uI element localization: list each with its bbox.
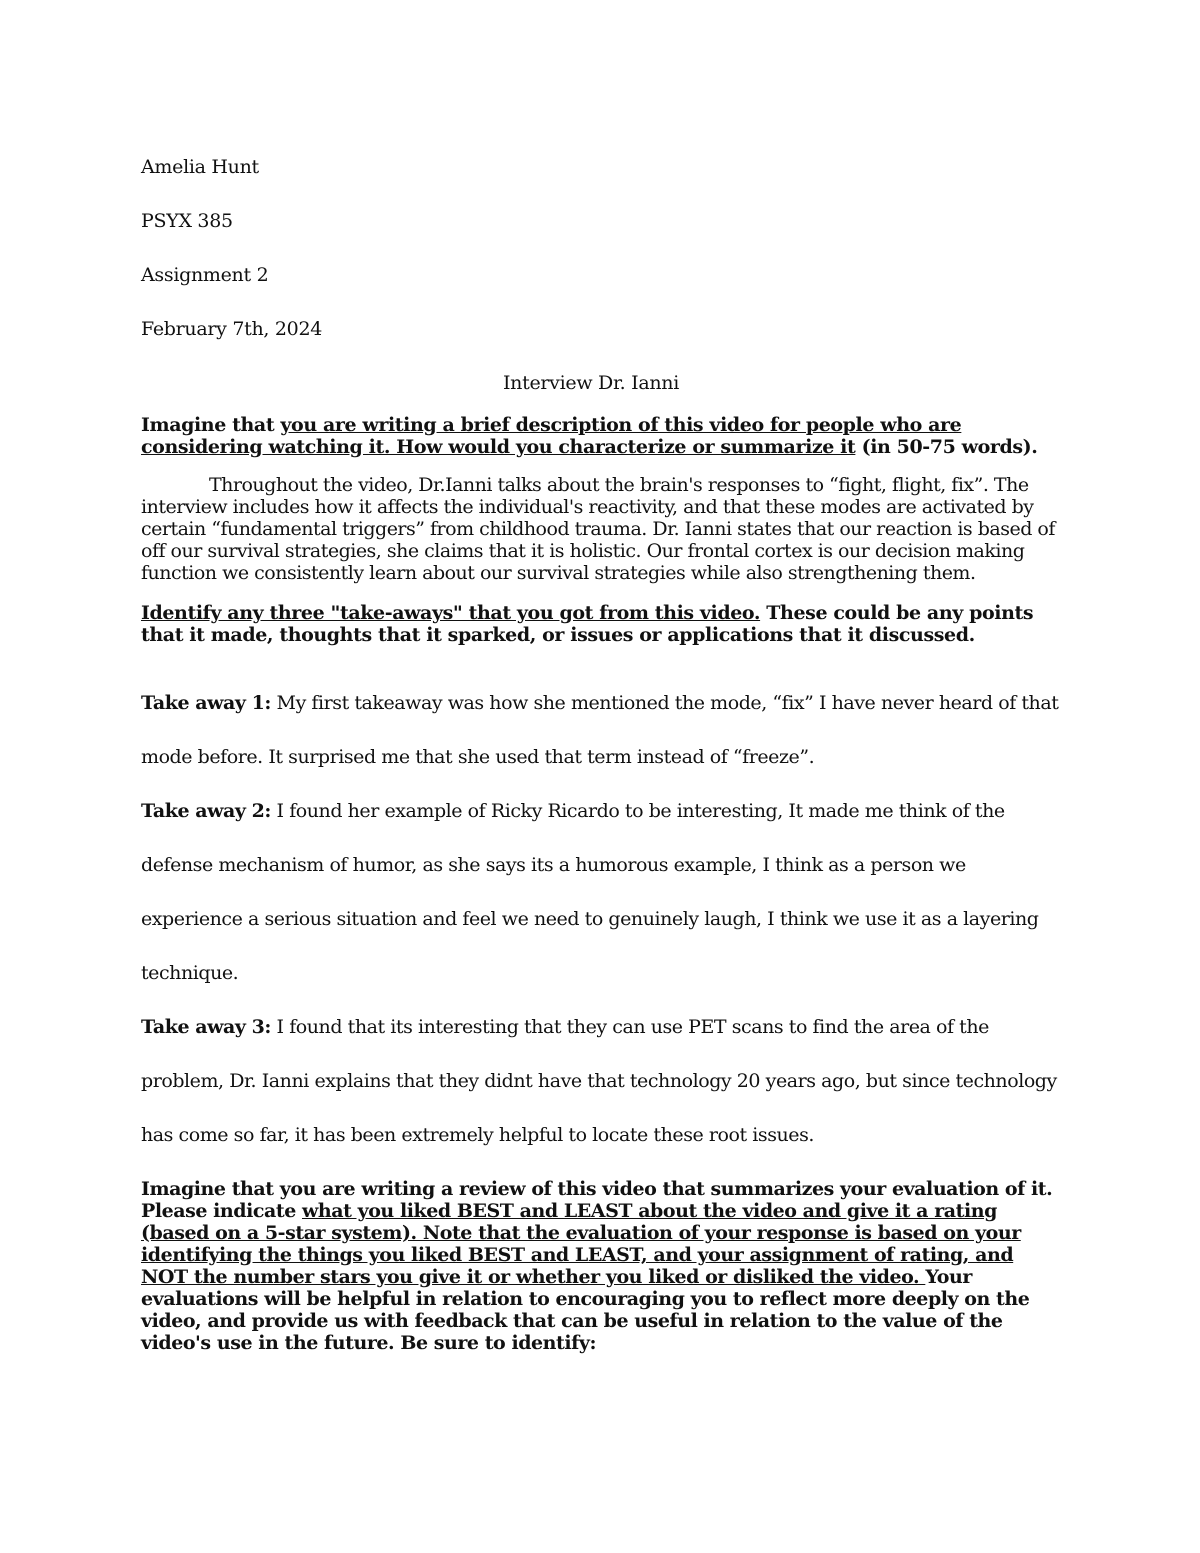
takeaway-2-text: I found her example of Ricky Ricardo to be interesting, It made me think of the defense mechanism of humor, as she says its a humorous example, I think as a person we experience a serious situation and feel we need to genuinely laugh, I think we use it as a layering technique. <box>141 800 1039 984</box>
question-1-lead: Imagine that <box>141 414 281 436</box>
question-3-lead: Imagine that you are writing a review of this video that summarizes your evaluation of it. Please indicate <box>141 1178 1053 1222</box>
takeaway-1-text: My first takeaway was how she mentioned the mode, “fix” I have never heard of that mode before. It surprised me that she used that term instead of “freeze”. <box>141 692 1059 768</box>
takeaway-3-label: Take away 3: <box>141 1016 271 1038</box>
takeaway-2 <box>141 784 1061 1000</box>
question-2 <box>141 602 1061 646</box>
answer-1: Throughout the video, Dr.Ianni talks about the brain's responses to “fight, flight, fix”. The interview includes how it affects the individual's reactivity, and that these modes are activated by certain “fundamental triggers” from childhood trauma. Dr. Ianni states that our reaction is based of off our survival strategies, she claims that it is holistic. Our frontal cortex is our decision making function we consistently learn about our survival strategies while also strengthening them. <box>141 474 1055 584</box>
question-1-underlined: you are writing a brief description of this video for people who are considering watching it. How would you characterize or summarize it <box>141 414 962 458</box>
takeaway-1 <box>141 676 1061 784</box>
takeaway-list <box>141 676 1061 1162</box>
assignment-label: Assignment 2 <box>141 264 269 286</box>
question-1-tail: (in 50-75 words). <box>855 436 1038 458</box>
document-title: Interview Dr. Ianni <box>502 372 680 394</box>
takeaway-3 <box>141 1000 1061 1162</box>
document-body <box>141 140 1061 1354</box>
takeaway-3-text: I found that its interesting that they can use PET scans to find the area of the problem, Dr. Ianni explains that they didnt have that technology 20 years ago, but since technology has come so far, it has been extremely helpful to locate these root issues. <box>141 1016 1057 1146</box>
question-2-tail: These could be any points that it made, thoughts that it sparked, or issues or applications that it discussed. <box>141 602 1034 646</box>
takeaway-2-label: Take away 2: <box>141 800 271 822</box>
takeaway-1-label: Take away 1: <box>141 692 271 714</box>
course-code: PSYX 385 <box>141 210 233 232</box>
question-3 <box>141 1178 1061 1354</box>
student-name: Amelia Hunt <box>141 156 259 178</box>
question-3-tail: Your evaluations will be helpful in relation to encouraging you to reflect more deeply on the video, and provide us with feedback that can be useful in relation to the value of the video's use in the future. Be sure to identify: <box>141 1266 1030 1354</box>
question-1 <box>141 414 1061 458</box>
question-2-underlined: Identify any three "take-aways" that you got from this video. <box>141 602 761 624</box>
submission-date: February 7th, 2024 <box>141 318 323 340</box>
question-3-underlined: what you liked BEST and LEAST about the video and give it a rating (based on a 5-star system). Note that the evaluation of your response is based on your identifying the things you liked BEST and LEAST, and your assignment of rating, and NOT the number stars you give it or whether you liked or disliked the video. <box>141 1200 1021 1288</box>
